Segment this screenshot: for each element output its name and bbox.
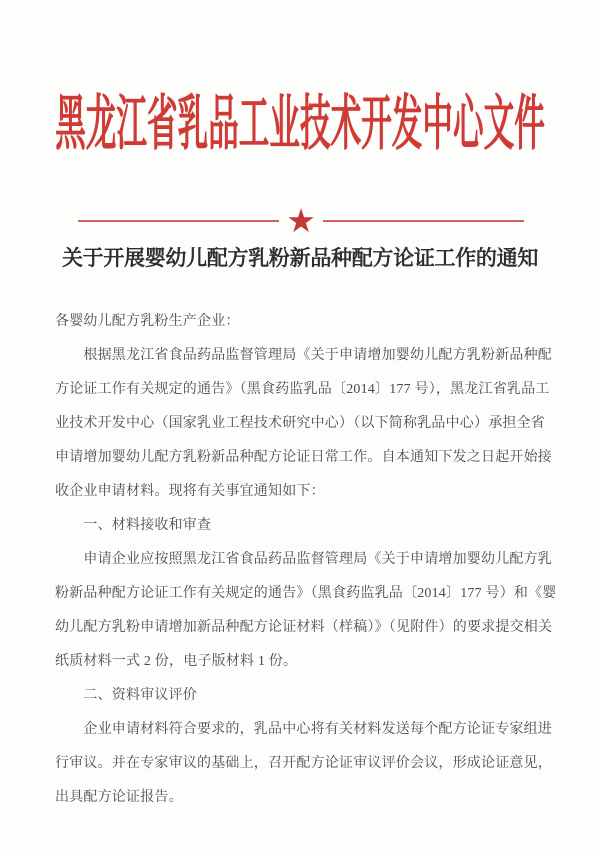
body-line: 根据黑龙江省食品药品监督管理局《关于申请增加婴幼儿配方乳粉新品种配 <box>55 348 552 363</box>
body-line-salutation: 各婴幼儿配方乳粉生产企业： <box>55 314 240 329</box>
body-line: 收企业申请材料。现将有关事宜通知如下： <box>55 484 325 499</box>
body-line: 行审议。并在专家审议的基础上，召开配方论证审议评价会议，形成论证意见， <box>55 756 552 771</box>
document-title: 关于开展婴幼儿配方乳粉新品种配方论证工作的通知 <box>61 246 539 270</box>
body-line: 粉新品种配方论证工作有关规定的通告》（黑食药监乳品〔2014〕177 号）和《婴 <box>55 586 557 601</box>
body-line: 企业申请材料符合要求的，乳品中心将有关材料发送每个配方论证专家组进 <box>55 722 552 737</box>
document-body <box>55 305 555 815</box>
red-divider <box>78 200 524 240</box>
body-line: 申请企业应按照黑龙江省食品药品监督管理局《关于申请增加婴幼儿配方乳 <box>55 552 552 567</box>
body-line: 申请增加婴幼儿配方乳粉新品种配方论证日常工作。自本通知下发之日起开始接 <box>55 450 552 465</box>
body-line: 出具配方论证报告。 <box>55 790 183 805</box>
star-icon: ★ <box>286 200 316 240</box>
body-line: 方论证工作有关规定的通告》（黑食药监乳品〔2014〕177 号），黑龙江省乳品工 <box>55 382 550 397</box>
letterhead-org-title: 黑龙江省乳品工业技术开发中心文件 <box>55 91 545 157</box>
body-line: 业技术开发中心（国家乳业工程技术研究中心）（以下简称乳品中心）承担全省 <box>55 416 545 431</box>
body-line: 纸质材料一式 2 份，电子版材料 1 份。 <box>55 654 298 669</box>
divider-line-left <box>78 220 279 222</box>
divider-line-right <box>323 220 524 222</box>
body-line: 幼儿配方乳粉申请增加新品种配方论证材料（样稿）》（见附件）的要求提交相关 <box>55 620 553 635</box>
body-line-section-heading: 一、材料接收和审查 <box>55 518 212 533</box>
letterhead <box>0 86 600 162</box>
body-line-section-heading: 二、资料审议评价 <box>55 688 197 703</box>
